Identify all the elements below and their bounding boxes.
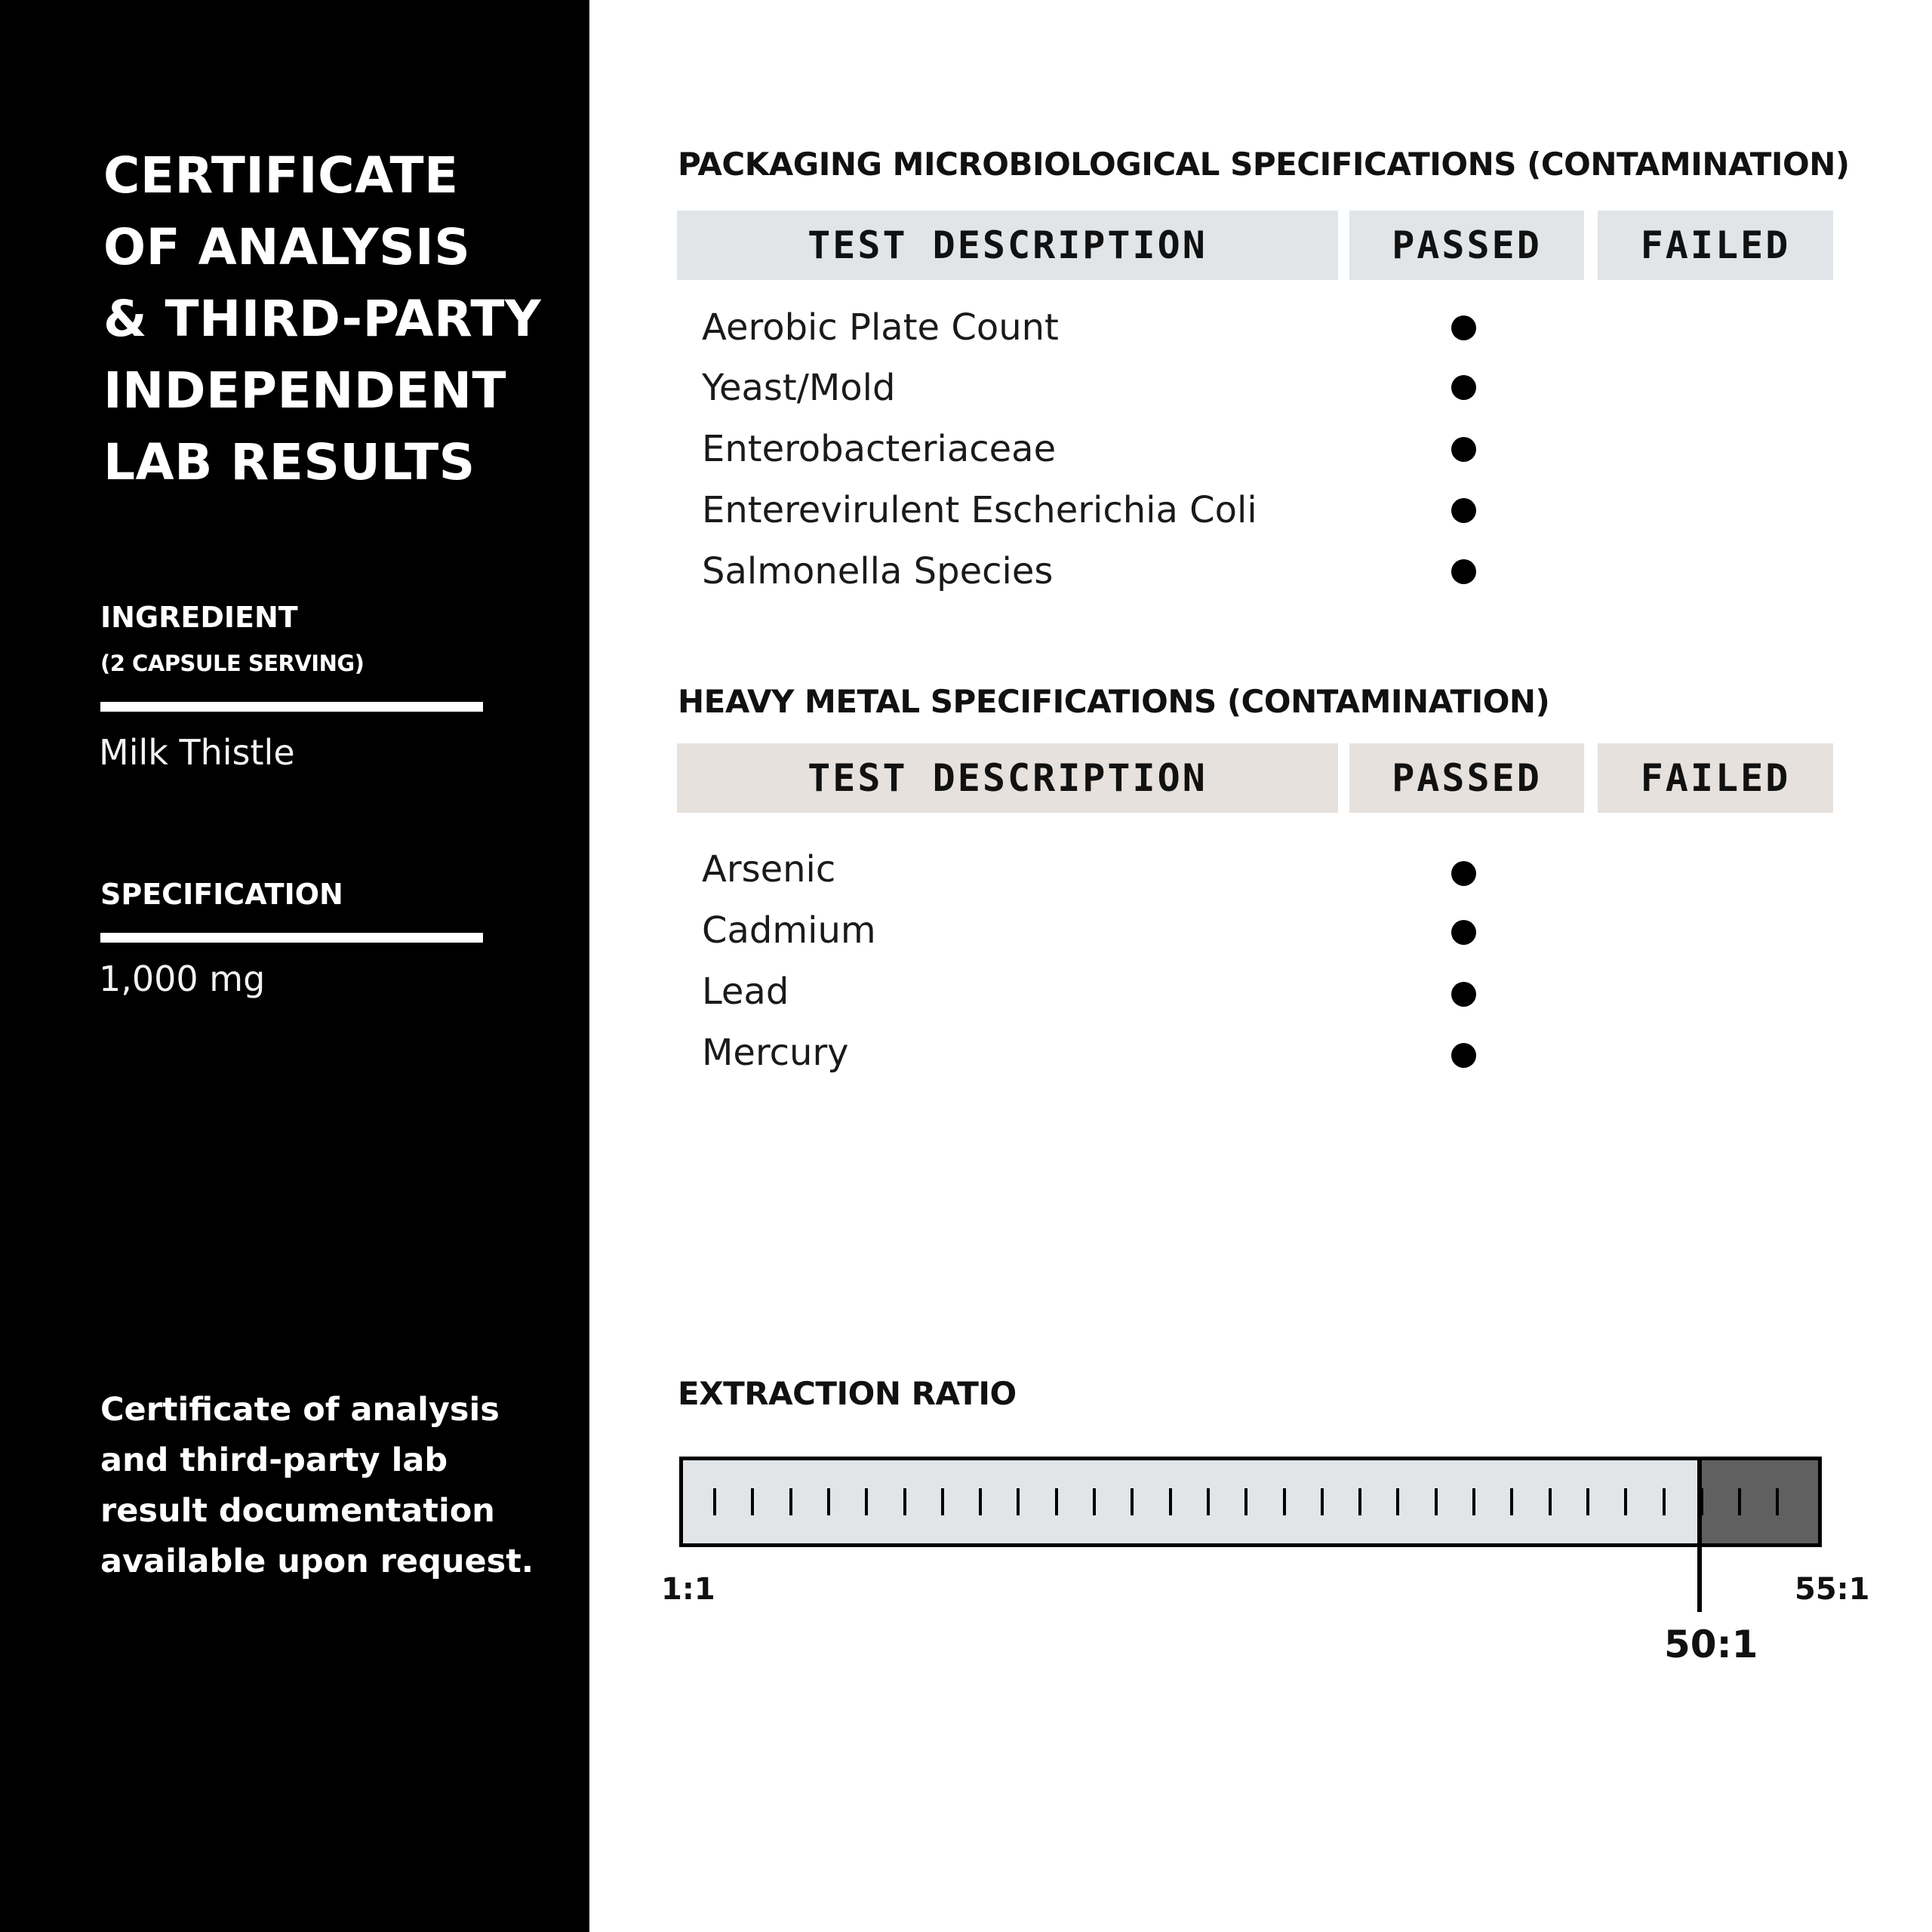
- ratio-tick: [751, 1488, 754, 1515]
- ratio-tick: [827, 1488, 830, 1515]
- heavy-metal-section-title: HEAVY METAL SPECIFICATIONS (CONTAMINATION): [678, 683, 1550, 720]
- title-line: & THIRD-PARTY: [103, 290, 542, 348]
- sidebar: [0, 0, 589, 1932]
- ratio-tick: [1396, 1488, 1399, 1515]
- availability-note: [100, 1385, 534, 1587]
- micro-row-label: Enterevirulent Escherichia Coli: [702, 489, 1257, 531]
- ingredient-sublabel: (2 CAPSULE SERVING): [100, 651, 365, 676]
- microbiological-section-title: PACKAGING MICROBIOLOGICAL SPECIFICATIONS (CONTAMINATION): [678, 146, 1850, 183]
- extraction-ratio-marker: [1697, 1457, 1702, 1612]
- metal-row-label: Cadmium: [702, 909, 876, 952]
- ratio-tick: [1624, 1488, 1627, 1515]
- note-line: Certificate of analysis: [100, 1391, 500, 1429]
- passed-dot-icon: [1451, 437, 1476, 462]
- passed-dot-icon: [1451, 1043, 1476, 1068]
- ratio-tick: [789, 1488, 792, 1515]
- micro-header-description: TEST DESCRIPTION: [677, 211, 1338, 280]
- ratio-tick: [1131, 1488, 1134, 1515]
- ratio-tick: [1738, 1488, 1741, 1515]
- ratio-tick: [1549, 1488, 1552, 1515]
- extraction-ratio-bar: [679, 1457, 1822, 1547]
- title-line: CERTIFICATE: [103, 146, 459, 205]
- ratio-tick: [1093, 1488, 1096, 1515]
- metal-header-failed: FAILED: [1598, 743, 1833, 813]
- note-line: and third-party lab: [100, 1441, 448, 1479]
- ingredient-label: INGREDIENT: [100, 601, 298, 634]
- micro-row-label: Salmonella Species: [702, 550, 1054, 592]
- micro-row-label: Enterobacteriaceae: [702, 428, 1057, 470]
- ratio-tick: [903, 1488, 906, 1515]
- note-line: result documentation: [100, 1492, 495, 1530]
- extraction-section-title: EXTRACTION RATIO: [678, 1375, 1017, 1412]
- ingredient-value: Milk Thistle: [99, 732, 295, 773]
- micro-row-label: Aerobic Plate Count: [702, 306, 1059, 349]
- ratio-tick: [941, 1488, 944, 1515]
- metal-row-label: Lead: [702, 971, 789, 1013]
- passed-dot-icon: [1451, 920, 1476, 945]
- ingredient-divider: [100, 702, 483, 712]
- ratio-tick: [1776, 1488, 1779, 1515]
- passed-dot-icon: [1451, 375, 1476, 400]
- micro-row-label: Yeast/Mold: [702, 367, 896, 409]
- ratio-tick: [1017, 1488, 1020, 1515]
- note-line: available upon request.: [100, 1543, 534, 1580]
- ratio-max-label: 55:1: [1795, 1572, 1870, 1607]
- ratio-tick: [1321, 1488, 1324, 1515]
- ratio-tick: [1435, 1488, 1438, 1515]
- ratio-tick: [713, 1488, 716, 1515]
- title-line: LAB RESULTS: [103, 433, 475, 491]
- passed-dot-icon: [1451, 982, 1476, 1007]
- ratio-tick: [1283, 1488, 1286, 1515]
- ratio-tick: [1169, 1488, 1172, 1515]
- ratio-tick: [1244, 1488, 1247, 1515]
- metal-row-label: Mercury: [702, 1032, 849, 1074]
- metal-header-description: TEST DESCRIPTION: [677, 743, 1338, 813]
- specification-divider: [100, 933, 483, 943]
- ratio-tick: [1663, 1488, 1666, 1515]
- ratio-tick: [1055, 1488, 1058, 1515]
- ratio-tick: [1207, 1488, 1210, 1515]
- ratio-tick: [1510, 1488, 1513, 1515]
- ratio-tick: [979, 1488, 982, 1515]
- passed-dot-icon: [1451, 498, 1476, 523]
- ratio-tick: [865, 1488, 868, 1515]
- passed-dot-icon: [1451, 559, 1476, 584]
- metal-row-label: Arsenic: [702, 848, 836, 891]
- title-line: INDEPENDENT: [103, 361, 506, 420]
- ratio-tick: [1586, 1488, 1589, 1515]
- micro-header-failed: FAILED: [1598, 211, 1833, 280]
- ratio-min-label: 1:1: [661, 1572, 715, 1607]
- title-line: OF ANALYSIS: [103, 218, 471, 276]
- passed-dot-icon: [1451, 861, 1476, 886]
- passed-dot-icon: [1451, 315, 1476, 340]
- extraction-ratio-excess: [1700, 1457, 1822, 1547]
- page-title: [103, 140, 541, 498]
- ratio-value-label: 50:1: [1664, 1623, 1758, 1666]
- specification-value: 1,000 mg: [99, 958, 266, 999]
- ratio-tick: [1358, 1488, 1361, 1515]
- micro-header-passed: PASSED: [1349, 211, 1584, 280]
- ratio-tick: [1472, 1488, 1475, 1515]
- specification-label: SPECIFICATION: [100, 878, 343, 911]
- metal-header-passed: PASSED: [1349, 743, 1584, 813]
